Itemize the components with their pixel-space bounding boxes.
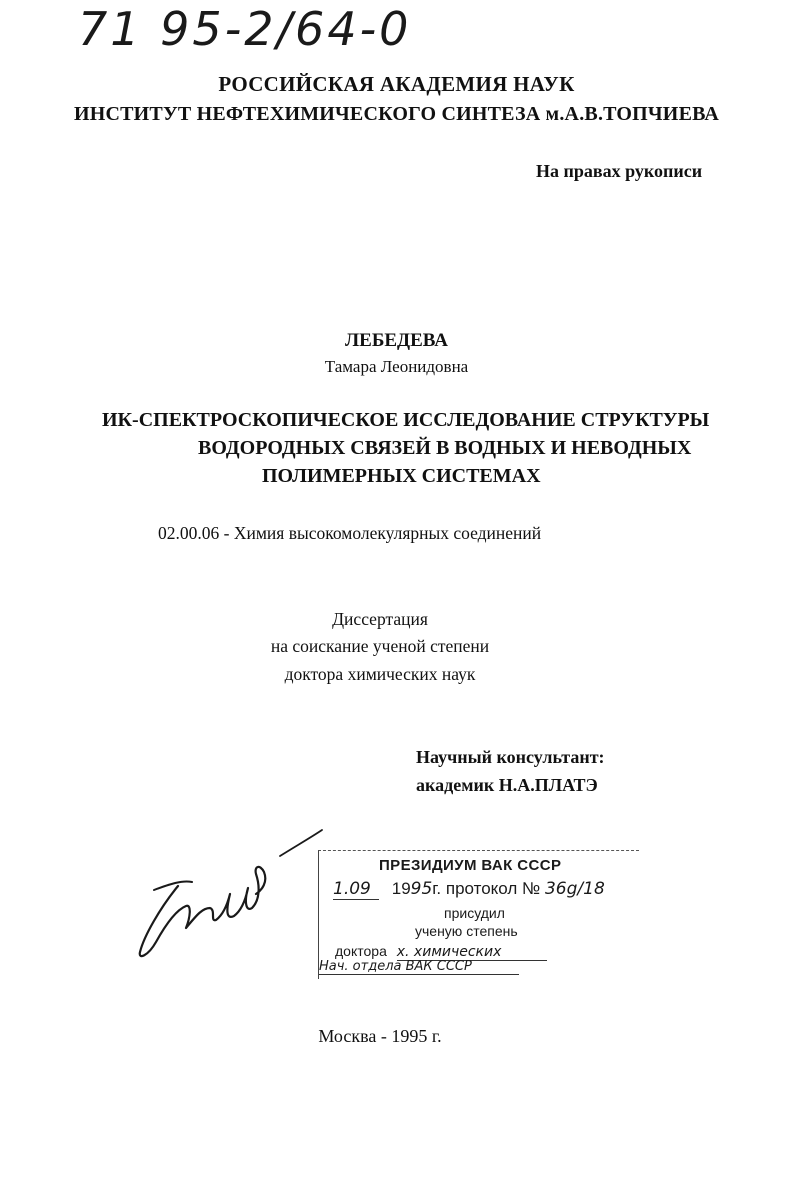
stamp-title: ПРЕЗИДИУМ ВАК СССР: [379, 857, 562, 874]
stamp-protocol-label: г. протокол №: [432, 879, 541, 898]
consultant-name: академик Н.А.ПЛАТЭ: [416, 775, 598, 795]
stamp-date-protocol: [333, 879, 605, 900]
specialty: 02.00.06 - Химия высокомолекулярных соединений: [158, 523, 542, 543]
academy-name: РОССИЙСКАЯ АКАДЕМИЯ НАУК: [218, 72, 575, 96]
author-surname: ЛЕБЕДЕВА: [344, 330, 448, 351]
institute-name: ИНСТИТУТ НЕФТЕХИМИЧЕСКОГО СИНТЕЗА м.А.В.ТОПЧИЕВА: [73, 103, 720, 125]
title-line-1: ИК-СПЕКТРОСКОПИЧЕСКОЕ ИССЛЕДОВАНИЕ СТРУКТУРЫ: [102, 409, 710, 431]
stamp-doctor-value: х. химических: [397, 944, 547, 961]
author-name: Тамара Леонидовна: [324, 357, 469, 376]
dissertation-line-2: на соискание ученой степени: [270, 636, 490, 656]
stamp-doctor-label: доктора: [335, 943, 387, 959]
stamp-protocol-number: 36g/18: [544, 879, 605, 899]
stamp-year-prefix: 19: [391, 879, 411, 898]
rights-note: На правах рукописи: [536, 161, 703, 181]
handwritten-signature: [130, 828, 330, 968]
archive-code: 71 95-2/64-0: [78, 2, 412, 56]
title-line-2: ВОДОРОДНЫХ СВЯЗЕЙ В ВОДНЫХ И НЕВОДНЫХ: [198, 437, 692, 459]
stamp-awarded: присудил: [444, 905, 505, 921]
consultant-label: Научный консультант:: [416, 747, 605, 767]
vak-stamp: [318, 850, 639, 979]
stamp-day: 1.09: [333, 879, 379, 900]
title-line-3: ПОЛИМЕРНЫХ СИСТЕМАХ: [262, 465, 541, 487]
stamp-year-hand: 95: [410, 879, 433, 899]
dissertation-line-1: Диссертация: [332, 609, 428, 629]
stamp-footer-text: Нач. отдела ВАК СССР: [319, 959, 519, 975]
stamp-footer: [319, 959, 519, 975]
stamp-degree: ученую степень: [415, 923, 518, 939]
city-year: Москва - 1995 г.: [318, 1026, 442, 1046]
dissertation-line-3: доктора химических наук: [284, 664, 476, 684]
